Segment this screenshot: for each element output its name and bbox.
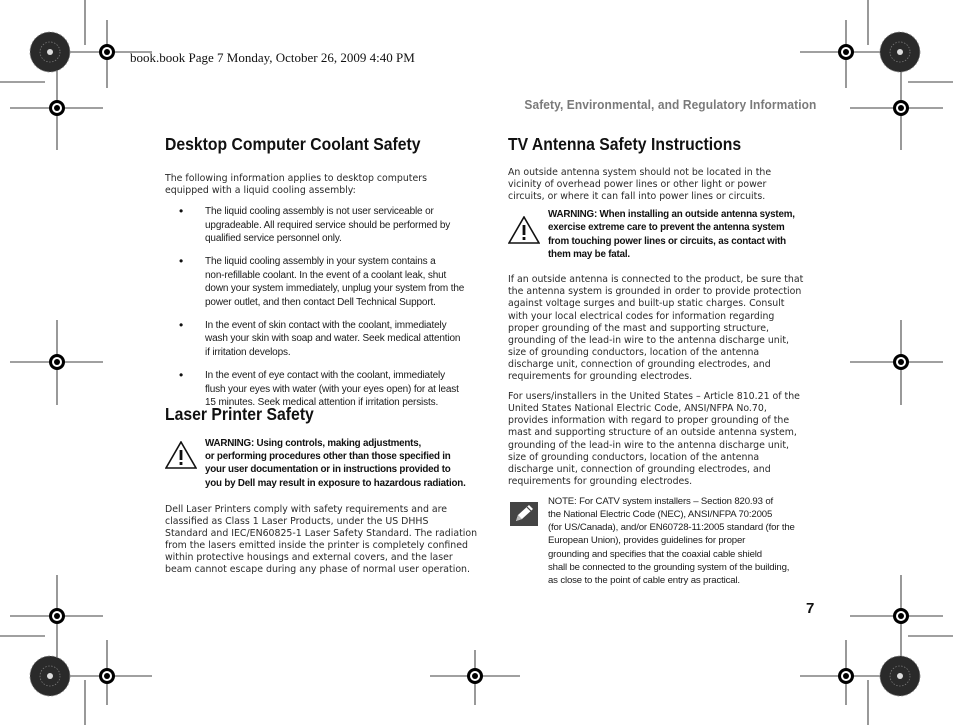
bullet-line: power outlet, and then contact Dell Technical Support. <box>205 296 436 308</box>
coolant-bullet-list <box>179 204 485 409</box>
note-line: grounding and specifies that the coaxial cable shield <box>548 548 762 560</box>
bullet-line: The liquid cooling assembly is not user serviceable or <box>205 206 434 218</box>
warning-icon <box>165 441 197 469</box>
bullet-line: qualified service personnel only. <box>205 233 342 244</box>
intro-line: The following information applies to desktop computers <box>165 173 427 184</box>
bullet-icon: • <box>179 318 184 333</box>
bullet-line: In the event of eye contact with the coolant, immediately <box>205 370 445 382</box>
slug-line: book.book Page 7 Monday, October 26, 2009 4:40 PM <box>130 50 415 65</box>
bullet-line: non-refillable coolant. In the event of a coolant leak, shut <box>205 269 447 281</box>
body-line: classified as Class 1 Laser Products, under the US DHHS <box>165 516 429 528</box>
body-line: Dell Laser Printers comply with safety requirements and are <box>165 504 448 515</box>
coolant-intro <box>165 173 485 197</box>
bullet-line: wash your skin with soap and water. Seek medical attention <box>205 333 461 345</box>
list-item <box>179 254 485 309</box>
antenna-warning <box>508 210 818 266</box>
coolant-section <box>165 134 485 409</box>
laser-body <box>165 504 485 577</box>
body-line: grounding of the lead-in wire to the antenna discharge unit, <box>508 439 789 451</box>
list-item <box>179 318 485 359</box>
body-line: the antenna system is grounded in order to provide protection <box>508 286 802 298</box>
body-line: against voltage surges and built-up static charges. Consult <box>508 298 785 310</box>
body-line: requirements for grounding electrodes. <box>508 475 693 487</box>
note-line: shall be connected to the grounding system of the building, <box>548 561 790 573</box>
body-line: with your local electrical codes for information regarding <box>508 310 775 322</box>
warning-line: exercise extreme care to prevent the antenna system <box>548 222 785 234</box>
body-line: discharge unit, connection of grounding electrodes, and <box>508 358 771 370</box>
list-item <box>179 204 485 245</box>
bullet-line: The liquid cooling assembly in your system contains a <box>205 256 436 268</box>
bullet-line: 15 minutes. Seek medical attention if irritation persists. <box>205 397 439 409</box>
body-line: If an outside antenna is connected to the product, be sure that <box>508 274 804 286</box>
warning-line: WARNING: Using controls, making adjustments, <box>205 438 422 449</box>
antenna-paragraph-1 <box>508 274 818 383</box>
warning-line: or performing procedures other than those specified in <box>205 451 451 463</box>
body-line: provides information with regard to proper grounding of the <box>508 415 790 427</box>
body-line: proper grounding of the mast and supporting structure, <box>508 322 769 334</box>
antenna-paragraph-2 <box>508 391 818 488</box>
bullet-line: down your system immediately, unplug your system from the <box>205 283 465 295</box>
note-line: the National Electric Code (NEC), ANSI/NFPA 70:2005 <box>548 509 773 521</box>
antenna-section <box>508 134 818 594</box>
note-line: as close to the point of cable entry as practical. <box>548 575 740 587</box>
laser-heading: Laser Printer Safety <box>165 404 314 424</box>
warning-line: you by Dell may result in exposure to hazardous radiation. <box>205 477 466 489</box>
laser-section <box>165 404 485 577</box>
body-line: size of grounding conductors, location of the antenna <box>508 451 760 463</box>
bullet-line: flush your eyes with water (with your eyes open) for at least <box>205 383 459 395</box>
page-number: 7 <box>806 600 815 617</box>
warning-icon <box>508 216 540 244</box>
body-line: United States National Electric Code, ANSI/NFPA No.70, <box>508 403 767 415</box>
bullet-line: if irritation develops. <box>205 346 291 358</box>
bullet-icon: • <box>179 368 184 383</box>
body-line: Standard and IEC/EN60825-1 Laser Safety Standard. The radiation <box>165 528 478 540</box>
warning-line: your user documentation or in instructions provided to <box>205 464 451 476</box>
coolant-heading: Desktop Computer Coolant Safety <box>165 134 421 154</box>
note-line: NOTE: For CATV system installers – Section 820.93 of <box>548 495 774 507</box>
bullet-icon: • <box>179 204 184 219</box>
body-line: from the lasers emitted inside the printer is completely confined <box>165 540 468 552</box>
intro-line: vicinity of overhead power lines or other light or power <box>508 179 767 191</box>
bullet-icon: • <box>179 254 184 269</box>
intro-line: An outside antenna system should not be located in the <box>508 167 772 178</box>
body-line: size of grounding conductors, location of the antenna <box>508 346 760 358</box>
body-line: requirements for grounding electrodes. <box>508 371 693 383</box>
bullet-line: upgradeable. All required service should be performed by <box>205 219 451 231</box>
warning-line: them may be fatal. <box>548 248 630 260</box>
warning-line: WARNING: When installing an outside antenna system, <box>548 209 795 221</box>
body-line: For users/installers in the United States – Article 810.21 of the <box>508 391 800 403</box>
intro-line: circuits, or where it can fall into power lines or circuits. <box>508 191 766 203</box>
body-line: within protective housings and external covers, and the laser <box>165 552 453 564</box>
intro-line: equipped with a liquid cooling assembly: <box>165 185 356 197</box>
antenna-intro <box>508 167 818 203</box>
laser-warning <box>165 439 485 495</box>
pencil-note-icon <box>510 502 538 526</box>
note-line: (for US/Canada), and/or EN60728-11:2005 standard (for the <box>548 522 795 534</box>
body-line: discharge unit, connection of grounding electrodes, and <box>508 463 771 475</box>
antenna-heading: TV Antenna Safety Instructions <box>508 134 742 154</box>
body-line: grounding of the lead-in wire to the antenna discharge unit, <box>508 334 789 346</box>
running-head: Safety, Environmental, and Regulatory Information <box>523 97 816 112</box>
bullet-line: In the event of skin contact with the coolant, immediately <box>205 320 447 332</box>
note-line: European Union), provides guidelines for proper <box>548 535 746 547</box>
antenna-note <box>508 495 818 594</box>
body-line: beam cannot escape during any phase of normal user operation. <box>165 564 470 576</box>
warning-line: from touching power lines or circuits, as contact with <box>548 235 786 247</box>
body-line: mast and supporting structure of an outside antenna system, <box>508 427 797 439</box>
